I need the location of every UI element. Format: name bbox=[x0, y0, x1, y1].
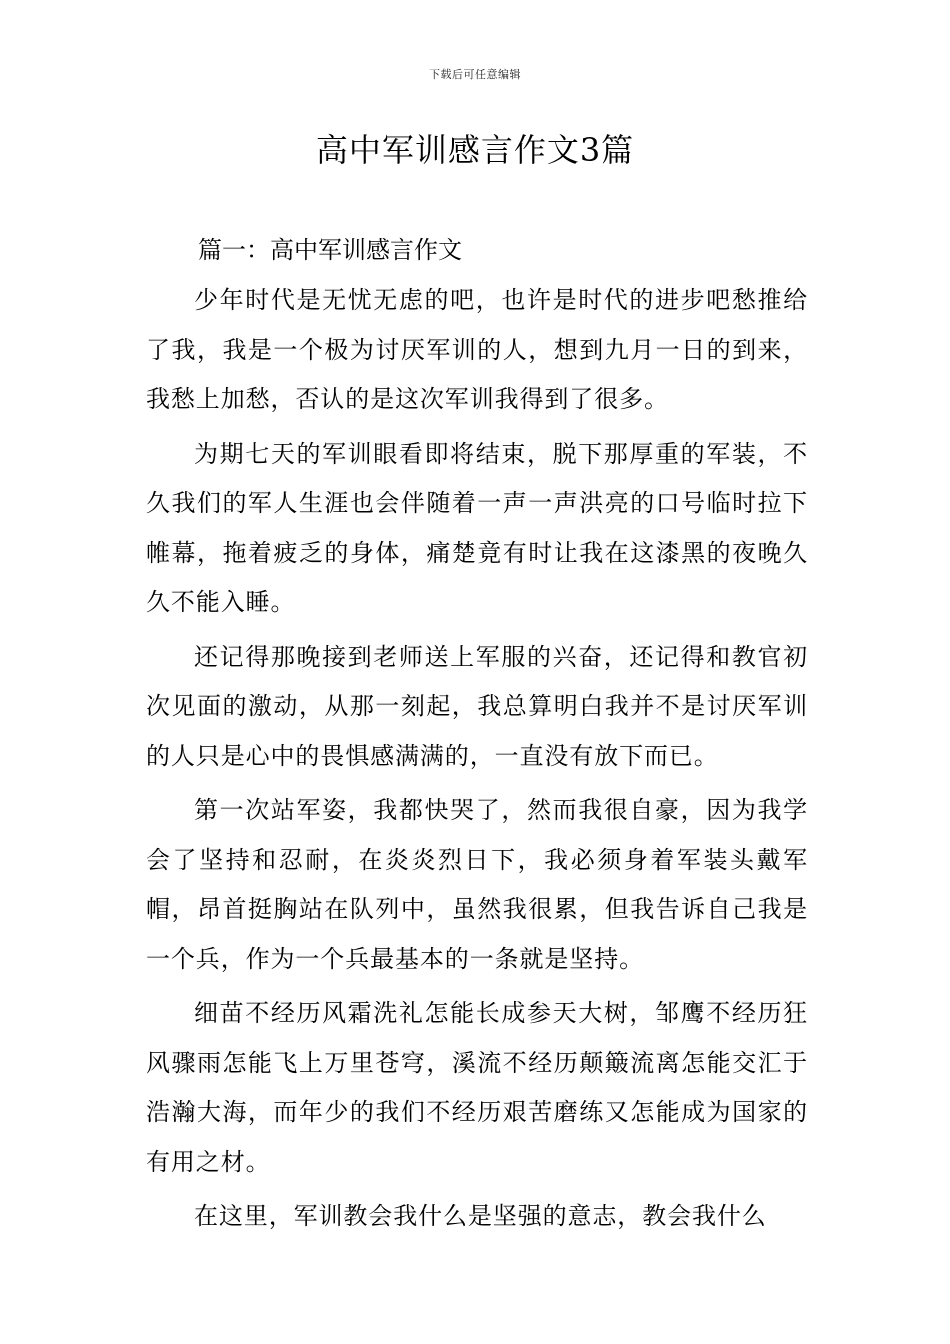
paragraph: 细苗不经历风霜洗礼怎能长成参天大树，邹鹰不经历狂风骤雨怎能飞上万里苍穹，溪流不经历颠簸流离怎能交汇于浩瀚大海，而年少的我们不经历艰苦磨练又怎能成为国家的有用之材。 bbox=[146, 999, 808, 1176]
document-title: 高中军训感言作文3篇 bbox=[315, 131, 635, 169]
body-text bbox=[146, 276, 808, 1247]
paragraph: 少年时代是无忧无虑的吧，也许是时代的进步吧愁推给了我，我是一个极为讨厌军训的人，想到九月一日的到来，我愁上加愁，否认的是这次军训我得到了很多。 bbox=[146, 286, 808, 413]
section-heading: 篇一：高中军训感言作文 bbox=[198, 236, 462, 264]
paragraph: 还记得那晚接到老师送上军服的兴奋，还记得和教官初次见面的激动，从那一刻起，我总算明白我并不是讨厌军训的人只是心中的畏惧感满满的，一直没有放下而已。 bbox=[146, 642, 808, 770]
paragraph: 为期七天的军训眼看即将结束，脱下那厚重的军装，不久我们的军人生涯也会伴随着一声一声洪亮的口号临时拉下帷幕，拖着疲乏的身体，痛楚竟有时让我在这漆黑的夜晚久久不能入睡。 bbox=[146, 439, 808, 616]
page-header-note: 下载后可任意编辑 bbox=[429, 68, 521, 81]
paragraph: 在这里，军训教会我什么是坚强的意志，教会我什么 bbox=[194, 1202, 767, 1230]
paragraph: 第一次站军姿，我都快哭了，然而我很自豪，因为我学会了坚持和忍耐，在炎炎烈日下，我必须身着军装头戴军帽，昂首挺胸站在队列中，虽然我很累，但我告诉自己我是一个兵，作为一个兵最基本的一条就是坚持。 bbox=[146, 796, 808, 973]
